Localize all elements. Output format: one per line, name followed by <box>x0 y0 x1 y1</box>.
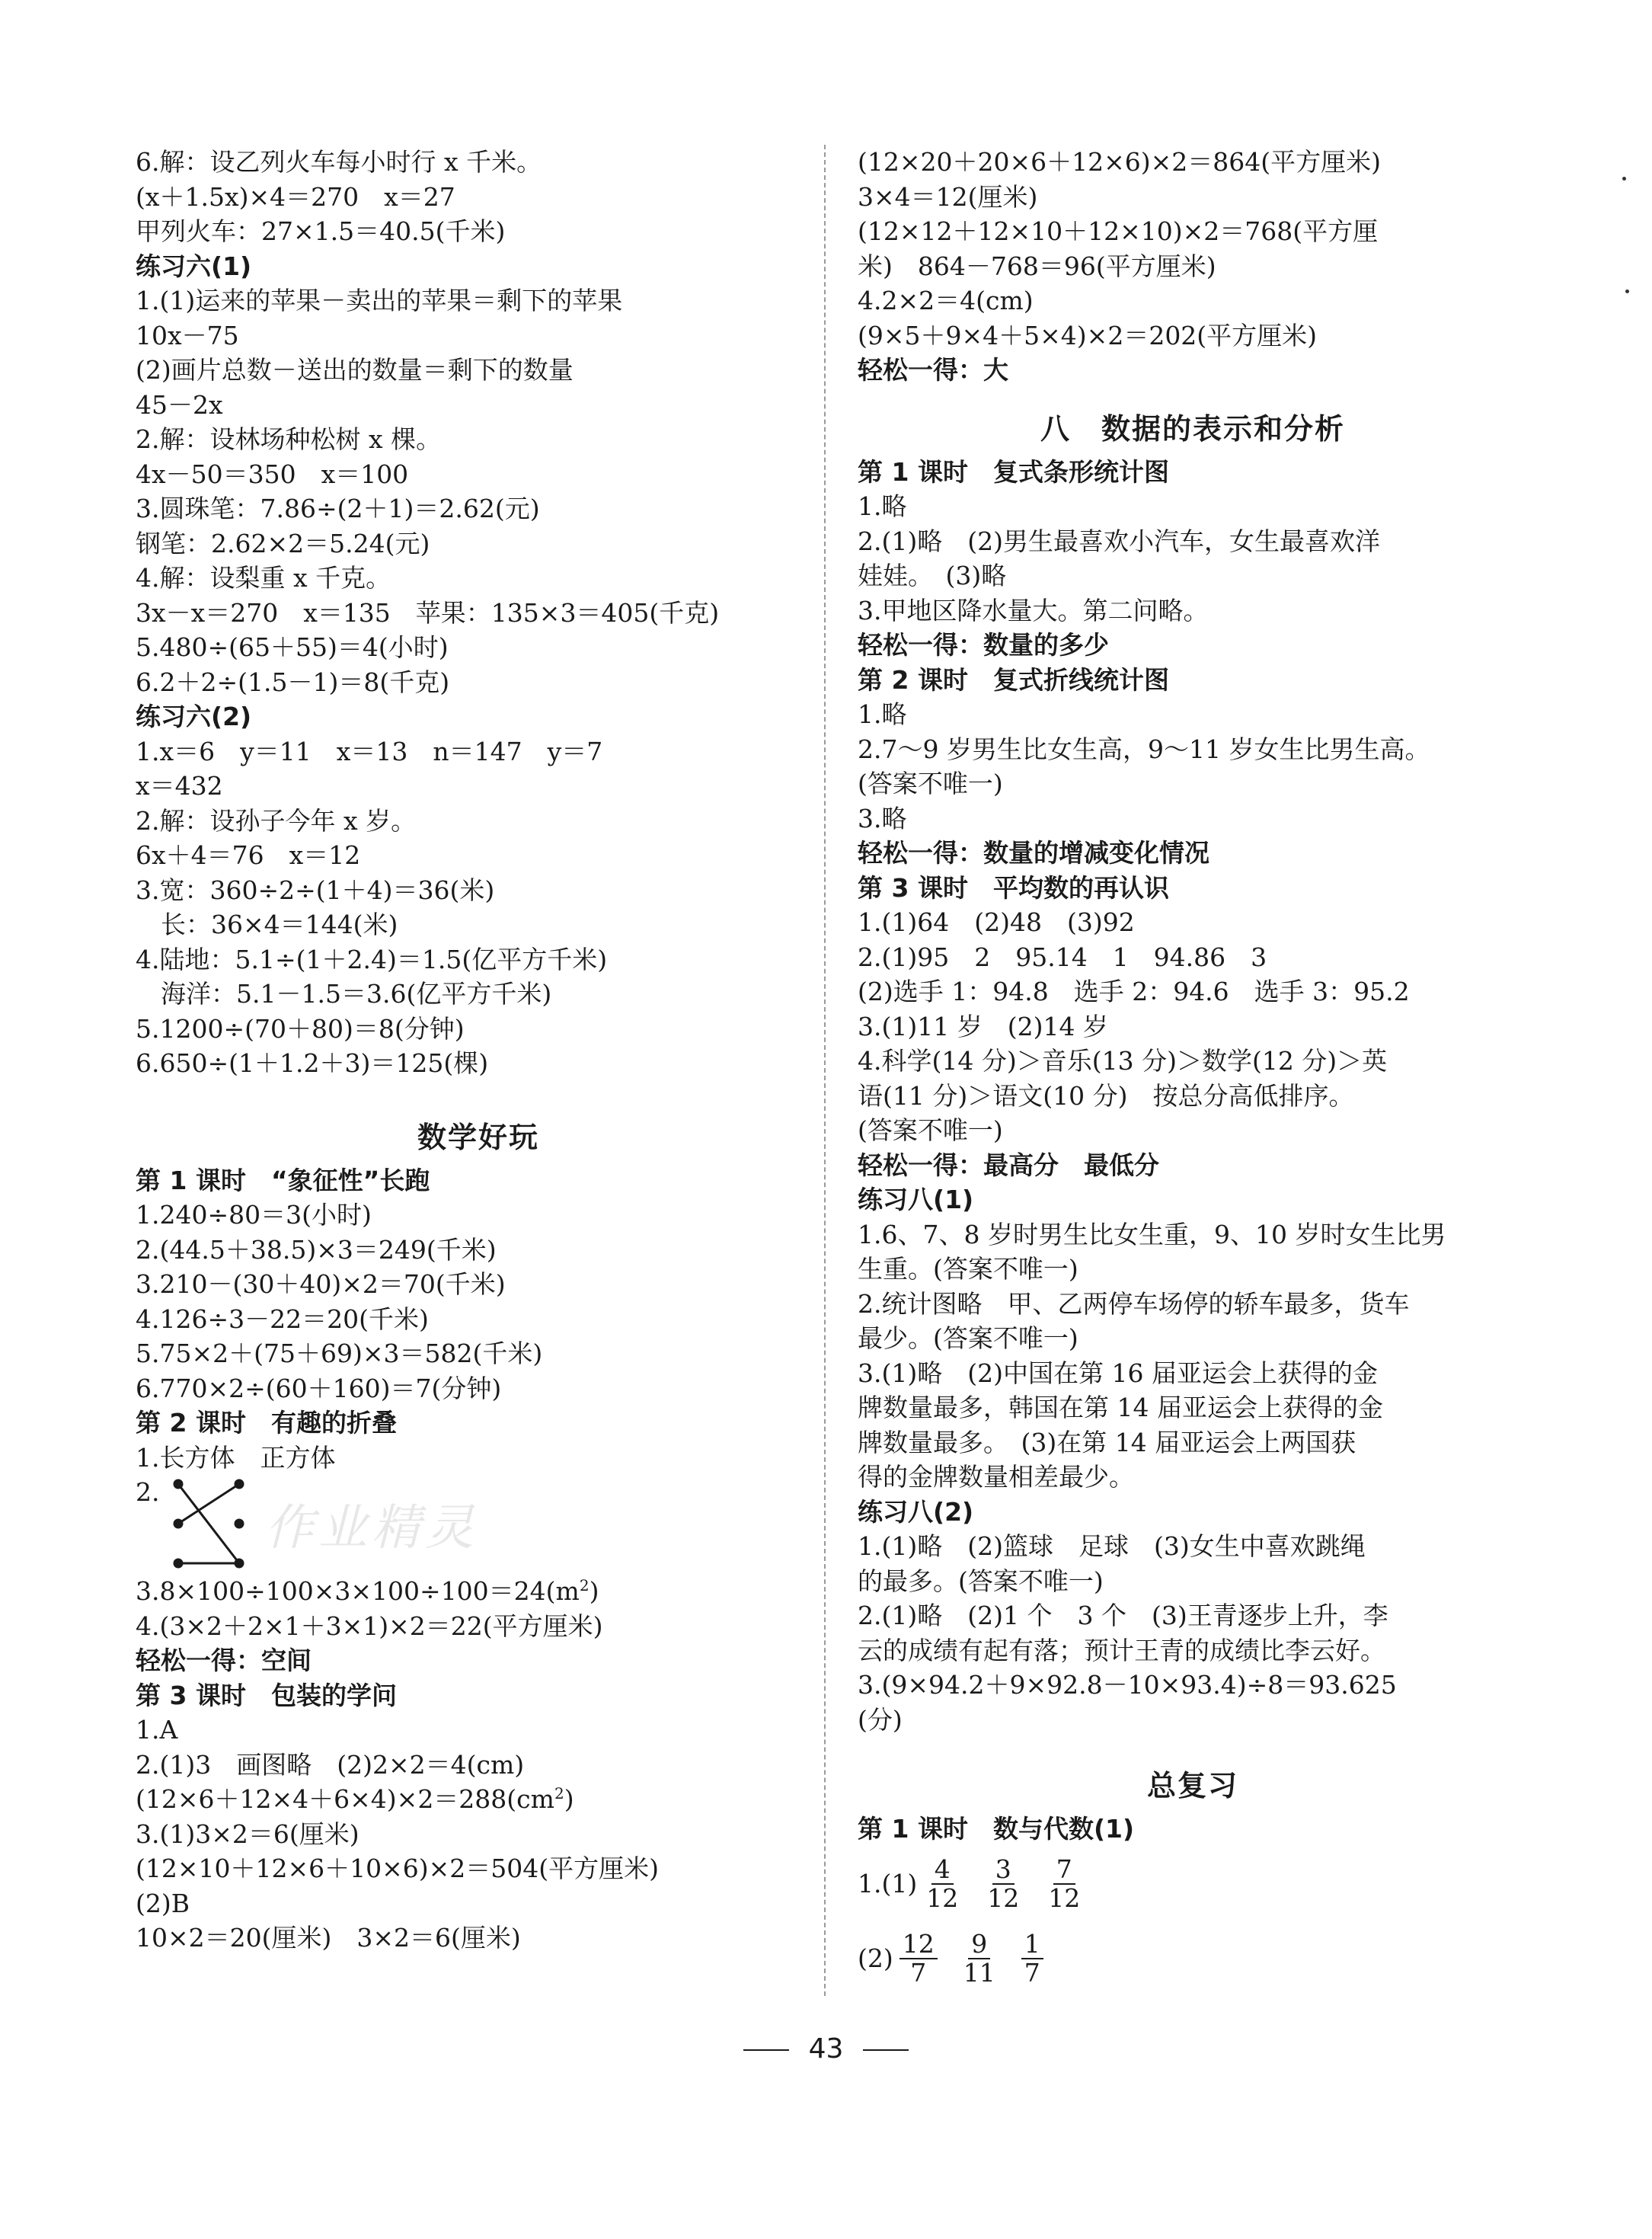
answer-line: 海洋：5.1－1.5＝3.6(亿平方千米) <box>161 979 552 1009</box>
answer-line: (答案不唯一) <box>858 1115 1003 1145</box>
answer-line: 2.解：设孙子今年 x 岁。 <box>136 805 417 836</box>
section-title: 总复习 <box>1146 1769 1238 1802</box>
answer-line: 得的金牌数量相差最少。 <box>858 1462 1134 1492</box>
lesson-heading: 第 3 课时 包装的学问 <box>136 1680 397 1710</box>
answer-line: 10x－75 <box>136 320 239 350</box>
answer-line: 2.(1)3 画图略 (2)2×2＝4(cm) <box>136 1749 525 1780</box>
section-title: 数学好玩 <box>417 1120 539 1154</box>
answer-line: 甲列火车：27×1.5＝40.5(千米) <box>136 216 506 246</box>
bonus-line: 轻松一得：数量的增减变化情况 <box>858 838 1209 868</box>
answer-line: 6.2＋2÷(1.5－1)＝8(千克) <box>136 667 450 697</box>
answer-line: 3.略 <box>858 803 907 833</box>
bonus-line: 轻松一得：大 <box>858 355 1008 385</box>
answer-line: (x＋1.5x)×4＝270 x＝27 <box>136 181 455 212</box>
answer-line: 4.2×2＝4(cm) <box>858 286 1034 315</box>
answer-line: 长：36×4＝144(米) <box>161 910 398 939</box>
answer-line: (2)选手 1：94.8 选手 2：94.6 选手 3：95.2 <box>858 977 1410 1006</box>
exercise-heading: 练习六(2) <box>136 702 252 731</box>
answer-line: 6.770×2÷(60＋160)＝7(分钟) <box>136 1373 502 1403</box>
answer-line: 钢笔：2.62×2＝5.24(元) <box>136 528 430 558</box>
answer-line: (12×12＋12×10＋12×10)×2＝768(平方厘 <box>858 216 1379 246</box>
answer-line: 2.统计图略 甲、乙两停车场停的轿车最多，货车 <box>858 1288 1410 1319</box>
left-column <box>136 145 821 1956</box>
answer-line: 1.(1)运来的苹果－卖出的苹果＝剩下的苹果 <box>136 286 623 315</box>
answer-line: 云的成绩有起有落；预计王青的成绩比李云好。 <box>858 1635 1385 1665</box>
fraction: 3 12 <box>987 1854 1020 1913</box>
page-number: 43 <box>0 2033 1652 2065</box>
answer-line: 3.(1)11 岁 (2)14 岁 <box>858 1011 1108 1041</box>
answer-label: (2) <box>858 1943 893 1973</box>
answer-line: 3.甲地区降水量大。第二问略。 <box>858 595 1209 625</box>
answer-line: 最少。(答案不唯一) <box>858 1323 1078 1353</box>
answer-line: 6.650÷(1＋1.2＋3)＝125(棵) <box>136 1048 489 1078</box>
lesson-heading: 第 2 课时 复式折线统计图 <box>858 664 1169 695</box>
lesson-heading: 第 1 课时 复式条形统计图 <box>858 456 1169 487</box>
answer-line: 4.科学(14 分)＞音乐(13 分)＞数学(12 分)＞英 <box>858 1046 1388 1076</box>
bonus-line: 轻松一得：空间 <box>136 1646 312 1675</box>
answer-line: 1.6、7、8 岁时男生比女生重，9、10 岁时女生比男 <box>858 1219 1446 1249</box>
answer-line: 1.x＝6 y＝11 x＝13 n＝147 y＝7 <box>136 736 603 766</box>
answer-line: 45－2x <box>136 389 223 420</box>
lesson-heading: 第 1 课时 “象征性”长跑 <box>136 1165 430 1195</box>
answer-line: (2)画片总数－送出的数量＝剩下的数量 <box>136 355 574 385</box>
fraction: 9 11 <box>963 1928 995 1988</box>
exercise-heading: 练习六(1) <box>136 251 252 281</box>
answer-line: 2.(1)95 2 95.14 1 94.86 3 <box>858 942 1267 972</box>
answer-line: (12×10＋12×6＋10×6)×2＝504(平方厘米) <box>136 1854 660 1883</box>
answer-line: 2.解：设林场种松树 x 棵。 <box>136 424 442 454</box>
answer-line: 3.210－(30＋40)×2＝70(千米) <box>136 1269 506 1299</box>
cross-lines-figure <box>168 1478 251 1571</box>
scan-speck <box>1622 177 1626 181</box>
answer-line: 牌数量最多，韩国在第 14 届亚运会上获得的金 <box>858 1393 1383 1422</box>
folding-diagram <box>136 1475 821 1574</box>
answer-line: 4.126÷3－22＝20(千米) <box>136 1303 429 1334</box>
answer-line: 5.480÷(65＋55)＝4(小时) <box>136 632 449 662</box>
answer-line: x＝432 <box>136 771 223 801</box>
fraction: 1 7 <box>1021 1930 1043 1987</box>
answer-line: 1.长方体 正方体 <box>136 1442 336 1473</box>
lesson-heading: 第 3 课时 平均数的再认识 <box>858 872 1169 903</box>
answer-line: (答案不唯一) <box>858 769 1003 798</box>
answer-line: 4.(3×2＋2×1＋3×1)×2＝22(平方厘米) <box>136 1610 603 1641</box>
answer-line: 语(11 分)＞语文(10 分) 按总分高低排序。 <box>858 1080 1354 1111</box>
bonus-line: 轻松一得：数量的多少 <box>858 630 1109 660</box>
fraction-line <box>858 1921 1528 1996</box>
answer-label: 1.(1) <box>858 1869 918 1898</box>
fraction: 4 12 <box>926 1854 959 1913</box>
answer-line: 5.75×2＋(75＋69)×3＝582(千米) <box>136 1339 543 1368</box>
answer-line: 2.(44.5＋38.5)×3＝249(千米) <box>136 1234 497 1265</box>
answer-line: 1.略 <box>858 699 907 729</box>
lesson-heading: 第 1 课时 数与代数(1) <box>858 1814 1135 1844</box>
answer-line: (12×20＋20×6＋12×6)×2＝864(平方厘米) <box>858 147 1382 177</box>
fraction-line <box>858 1847 1528 1921</box>
answer-line: 米) 864－768＝96(平方厘米) <box>858 251 1216 281</box>
answer-line: 生重。(答案不唯一) <box>858 1254 1078 1284</box>
right-column <box>858 145 1528 1996</box>
answer-label: 2. <box>136 1477 160 1507</box>
answer-line: (2)B <box>136 1888 190 1918</box>
column-divider <box>824 145 826 1996</box>
scan-speck <box>1625 289 1629 293</box>
answer-line: $(12\times 6+12\times 4+6\times 4)\times 2=288(cm^2)$ <box>136 1784 574 1814</box>
answer-line: 3.宽：360÷2÷(1＋4)＝36(米) <box>136 875 495 905</box>
answer-line: 1.A <box>136 1715 178 1745</box>
section-title: 八 数据的表示和分析 <box>1040 411 1345 446</box>
answer-line: 2.(1)略 (2)男生最喜欢小汽车，女生最喜欢洋 <box>858 526 1380 556</box>
answer-line: $3.8\times 100\div 100\times 3\times 100\div 100=24(m^2)$ <box>136 1576 599 1606</box>
answer-line: 3×4＝12(厘米) <box>858 181 1038 212</box>
answer-line: 5.1200÷(70＋80)＝8(分钟) <box>136 1013 465 1044</box>
answer-line: 1.(1)64 (2)48 (3)92 <box>858 907 1135 937</box>
answer-line: 1.(1)略 (2)篮球 足球 (3)女生中喜欢跳绳 <box>858 1531 1366 1561</box>
answer-line: 2.7～9 岁男生比女生高，9～11 岁女生比男生高。 <box>858 734 1430 764</box>
answer-line: 10×2＝20(厘米) 3×2＝6(厘米) <box>136 1923 521 1953</box>
answer-line: 3.(9×94.2＋9×92.8－10×93.4)÷8＝93.625 <box>858 1670 1397 1700</box>
answer-line: 的最多。(答案不唯一) <box>858 1566 1104 1596</box>
answer-line: 娃娃。 (3)略 <box>858 561 1007 590</box>
answer-line: 4x－50＝350 x＝100 <box>136 459 409 489</box>
fraction: 12 7 <box>899 1930 938 1987</box>
fraction: 7 12 <box>1048 1854 1081 1913</box>
answer-line: 3.(1)3×2＝6(厘米) <box>136 1818 359 1849</box>
watermark: 作业精灵 <box>265 1500 478 1556</box>
answer-line: 4.解：设梨重 x 千克。 <box>136 563 391 593</box>
answer-line: 1.略 <box>858 491 907 521</box>
answer-line: 3x－x＝270 x＝135 苹果：135×3＝405(千克) <box>136 597 720 628</box>
answer-line: (9×5＋9×4＋5×4)×2＝202(平方厘米) <box>858 320 1318 350</box>
exercise-heading: 练习八(1) <box>858 1185 974 1214</box>
answer-line: 3.圆珠笔：7.86÷(2＋1)＝2.62(元) <box>136 494 540 523</box>
answer-line: 2.(1)略 (2)1 个 3 个 (3)王青逐步上升，李 <box>858 1601 1388 1630</box>
answer-line: 6.解：设乙列火车每小时行 x 千米。 <box>136 147 542 177</box>
answer-line: 4.陆地：5.1÷(1＋2.4)＝1.5(亿平方千米) <box>136 944 608 974</box>
answer-line: 1.240÷80＝3(小时) <box>136 1200 372 1230</box>
answer-line: 3.(1)略 (2)中国在第 16 届亚运会上获得的金 <box>858 1358 1378 1388</box>
answer-line: (分) <box>858 1704 903 1735</box>
answer-line: 牌数量最多。 (3)在第 14 届亚运会上两国获 <box>858 1427 1356 1457</box>
exercise-heading: 练习八(2) <box>858 1496 974 1527</box>
lesson-heading: 第 2 课时 有趣的折叠 <box>136 1408 397 1438</box>
answer-line: 6x＋4＝76 x＝12 <box>136 840 361 870</box>
bonus-line: 轻松一得：最高分 最低分 <box>858 1150 1159 1180</box>
